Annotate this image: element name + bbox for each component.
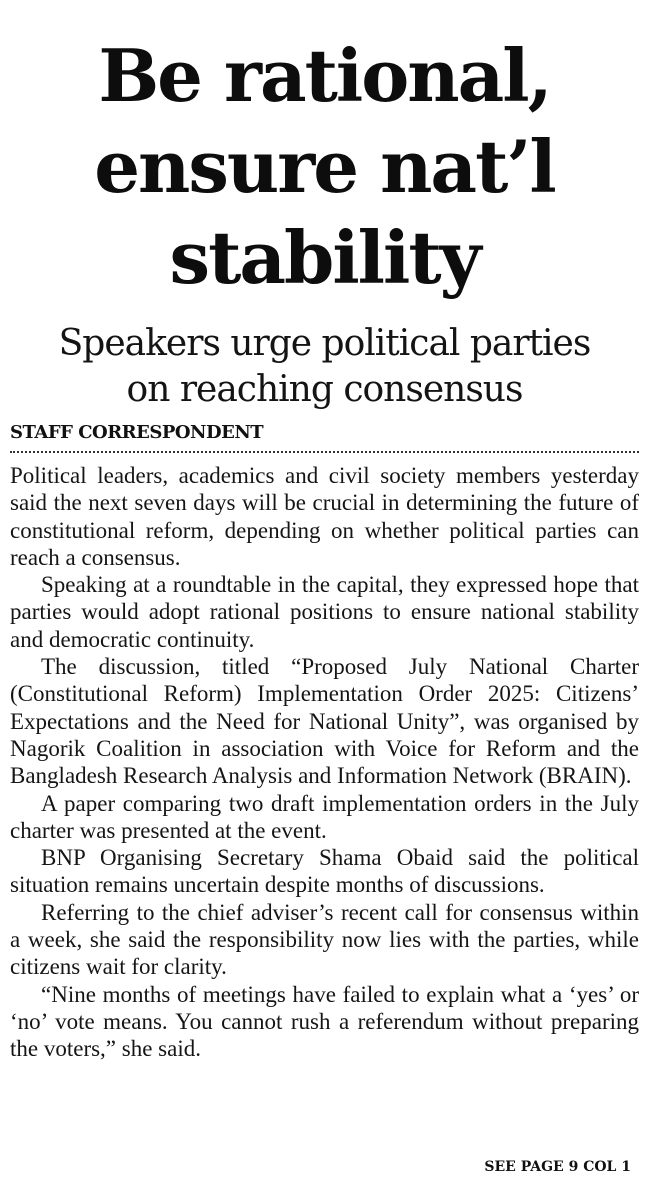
continuation-note: SEE PAGE 9 COL 1 — [484, 1159, 631, 1175]
body-paragraph: A paper comparing two draft implementation orders in the July charter was presented at the event. — [10, 790, 639, 843]
subheadline — [10, 321, 639, 413]
body-paragraph: The discussion, titled “Proposed July National Charter (Constitutional Reform) Implementation Order 2025: Citizens’ Expectations and the Need for National Unity”, was organised by Nagorik Coalition in association with Voice for Reform and the Bangladesh Research Analysis and Information Network (BRAIN). — [10, 654, 639, 789]
body-paragraph: BNP Organising Secretary Shama Obaid said the political situation remains uncertain despite months of discussions. — [10, 845, 639, 898]
headline — [10, 0, 639, 303]
subheadline-line-1: Speakers urge political parties — [58, 323, 591, 364]
headline-line-3: stability — [169, 215, 480, 300]
dotted-divider — [10, 451, 639, 453]
body-paragraph: Referring to the chief adviser’s recent call for consensus within a week, she said the responsibility now lies with the parties, while citizens wait for clarity. — [10, 899, 639, 980]
subheadline-line-2: on reaching consensus — [126, 369, 523, 410]
news-article — [10, 0, 639, 1194]
body-paragraph: Speaking at a roundtable in the capital, they expressed hope that parties would adopt rational positions to ensure national stability and democratic continuity. — [10, 572, 639, 652]
article-body — [10, 462, 639, 1063]
byline: STAFF CORRESPONDENT — [10, 422, 264, 443]
body-paragraph: Political leaders, academics and civil society members yesterday said the next seven days will be crucial in determining the future of constitutional reform, depending on whether political parties can reach a consensus. — [10, 463, 639, 570]
headline-line-1: Be rational, — [98, 33, 551, 118]
body-paragraph: “Nine months of meetings have failed to explain what a ‘yes’ or ‘no’ vote means. You cannot rush a referendum without preparing the voters,” she said. — [10, 981, 639, 1062]
headline-line-2: ensure nat’l — [94, 124, 555, 209]
